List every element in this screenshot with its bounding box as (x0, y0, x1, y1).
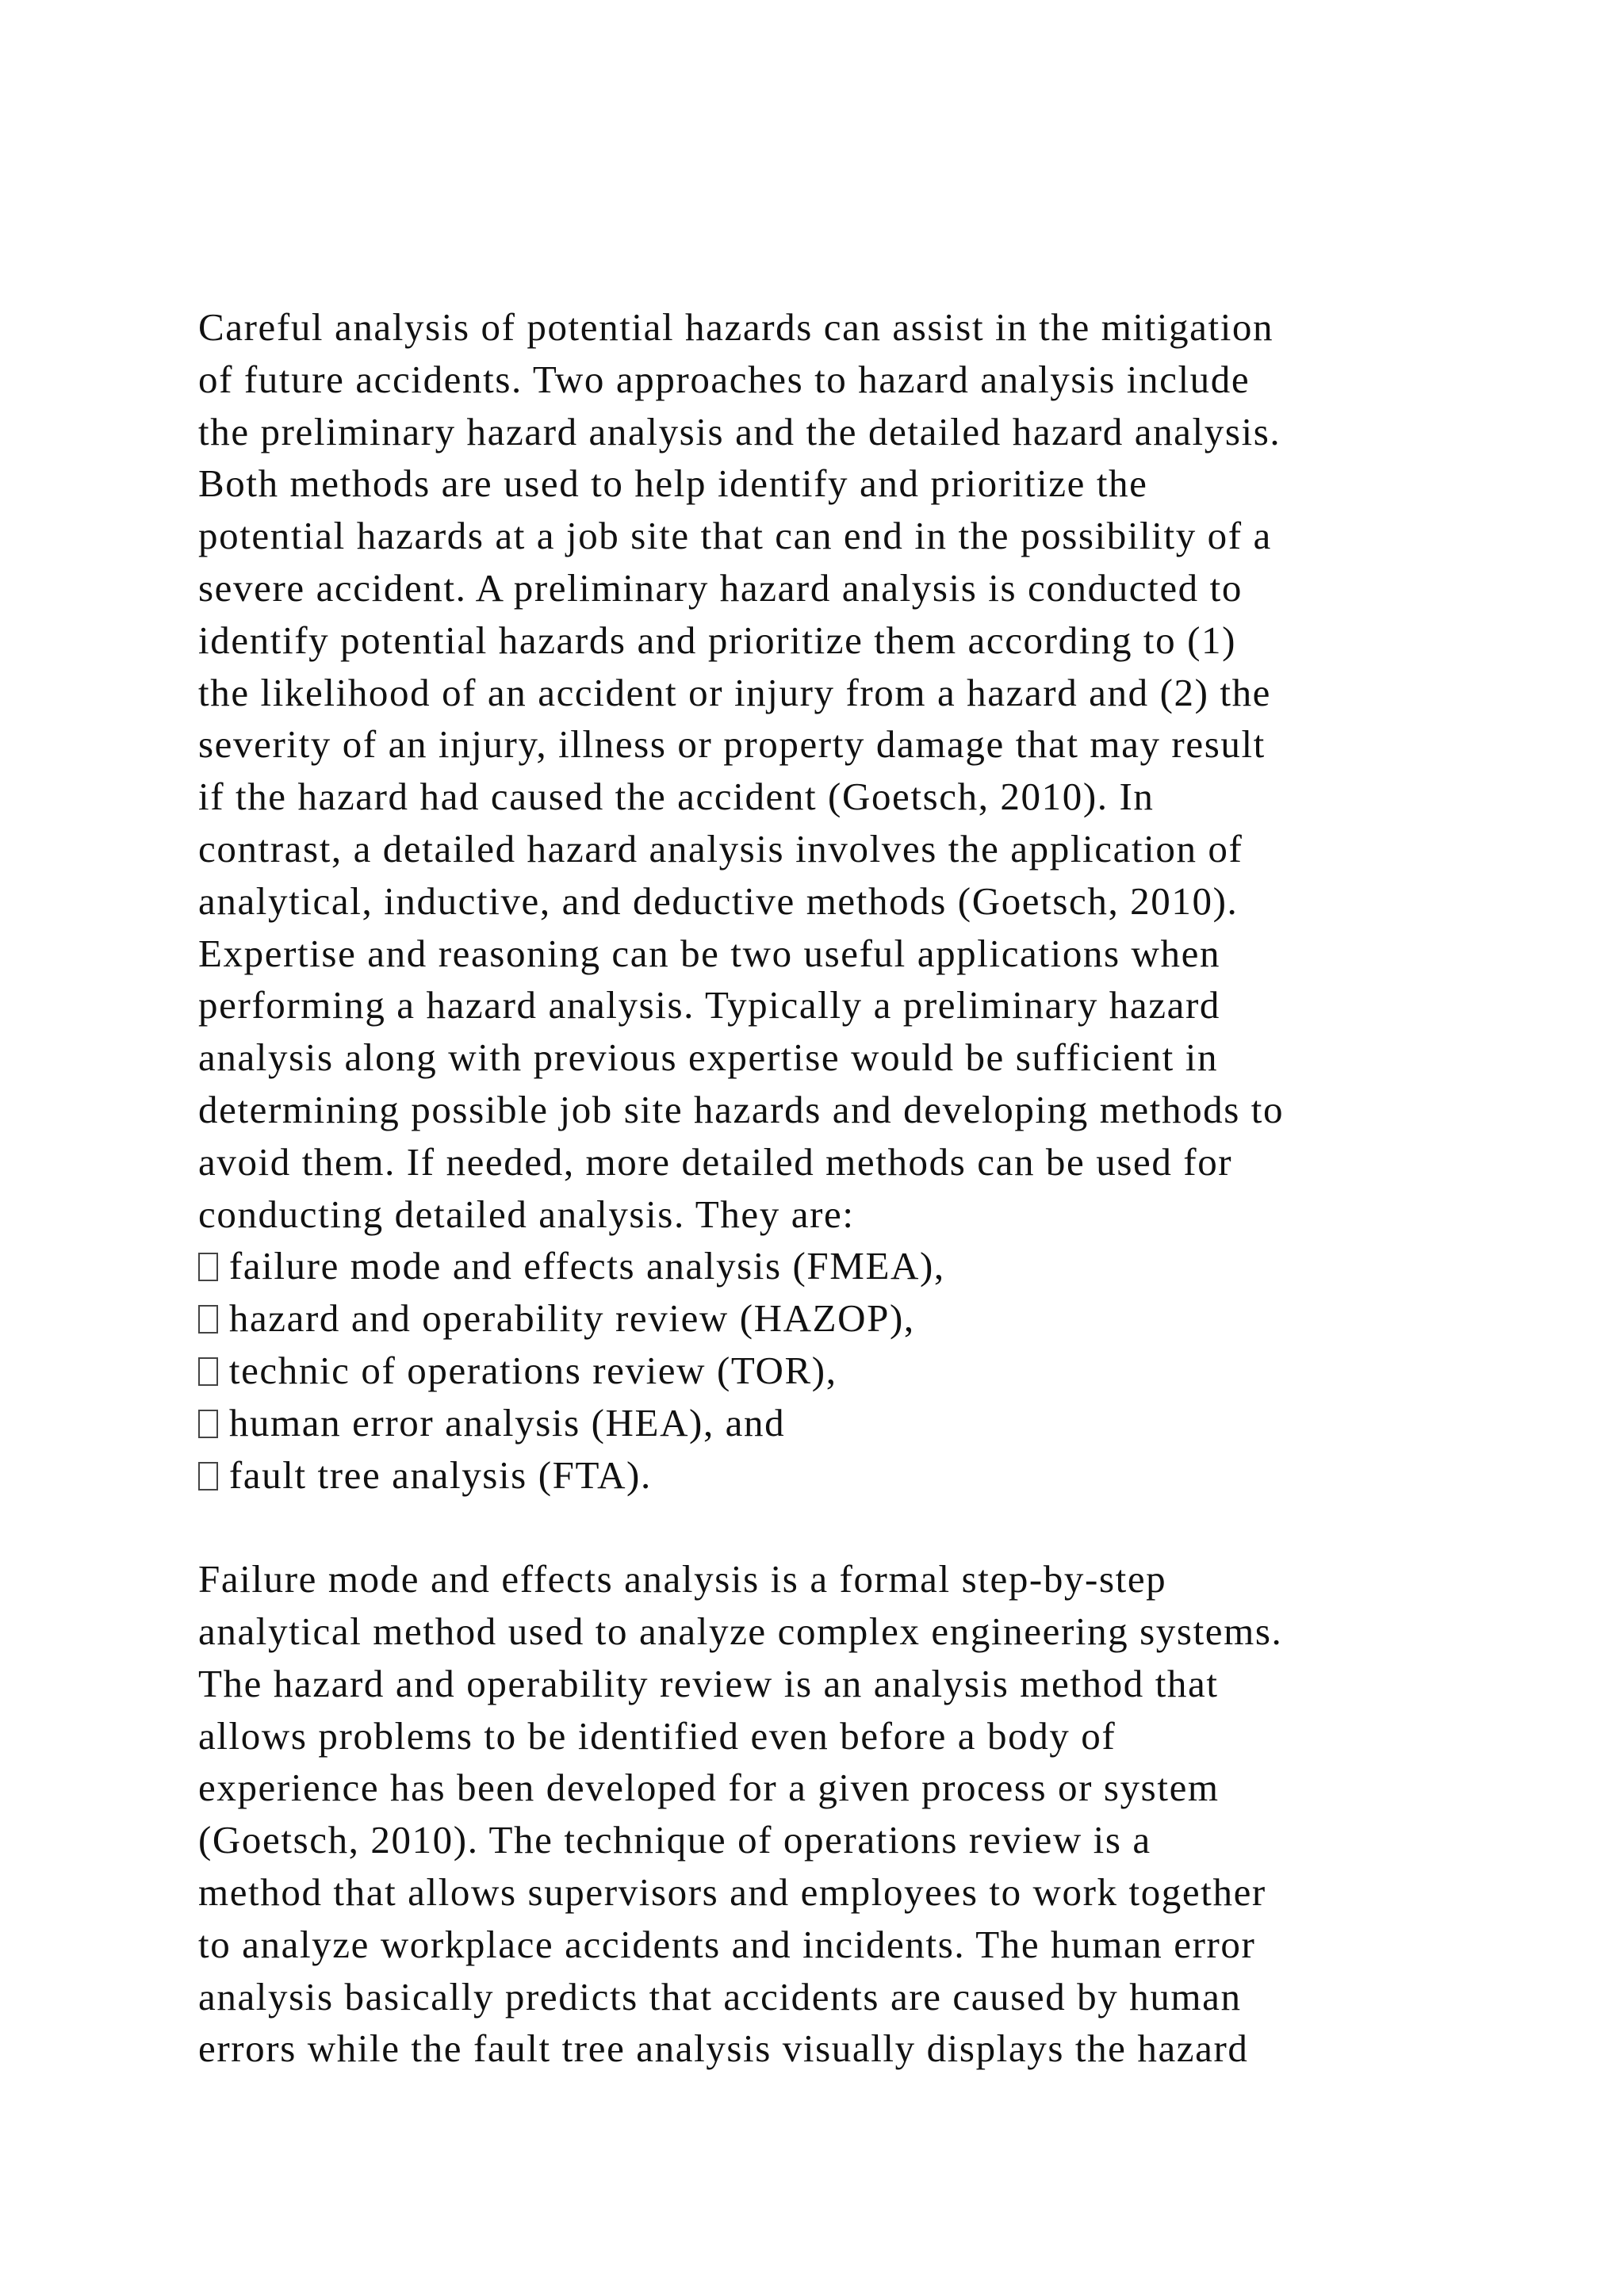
list-item (198, 1397, 1546, 1449)
paragraph-spacer (198, 1501, 1546, 1553)
text-line: Careful analysis of potential hazards can assist in the mitigation (198, 305, 1274, 349)
list-item-text: fault tree analysis (FTA). (228, 1452, 652, 1497)
list-item (198, 1449, 1546, 1502)
list-item-text: hazard and operability review (HAZOP), (228, 1296, 915, 1341)
text-line: severe accident. A preliminary hazard analysis is conducted to (198, 565, 1243, 610)
bullet-box-icon (198, 1253, 218, 1281)
text-line: severity of an injury, illness or property damage that may result (198, 722, 1266, 767)
text-line: conducting detailed analysis. They are: (198, 1192, 855, 1236)
text-line: Failure mode and effects analysis is a formal step-by-step (198, 1557, 1167, 1601)
text-line: contrast, a detailed hazard analysis involves the application of (198, 826, 1243, 871)
text-line: analysis along with previous expertise would be sufficient in (198, 1035, 1219, 1080)
text-line: Expertise and reasoning can be two useful applications when (198, 931, 1221, 975)
text-line: if the hazard had caused the accident (Goetsch, 2010). In (198, 775, 1155, 819)
text-line: determining possible job site hazards and developing methods to (198, 1087, 1285, 1131)
list-item-text: technic of operations review (TOR), (228, 1348, 837, 1392)
list-item (198, 1240, 1546, 1292)
text-line: to analyze workplace accidents and incidents. The human error (198, 1922, 1256, 1966)
text-line: potential hazards at a job site that can end in the possibility of a (198, 514, 1272, 558)
text-line: method that allows supervisors and employees to work together (198, 1869, 1266, 1914)
text-line: (Goetsch, 2010). The technique of operations review is a (198, 1818, 1151, 1862)
text-line: errors while the fault tree analysis visually displays the hazard (198, 2026, 1249, 2071)
list-item-text: human error analysis (HEA), and (228, 1400, 786, 1445)
text-line: experience has been developed for a given process or system (198, 1766, 1220, 1810)
text-line: allows problems to be identified even before a body of (198, 1713, 1116, 1758)
text-line: the preliminary hazard analysis and the detailed hazard analysis. (198, 409, 1281, 453)
text-line: avoid them. If needed, more detailed methods can be used for (198, 1139, 1233, 1184)
list-item-text: failure mode and effects analysis (FMEA), (228, 1244, 945, 1288)
text-line: The hazard and operability review is an analysis method that (198, 1661, 1219, 1705)
bullet-box-icon (198, 1410, 218, 1438)
text-line: analytical method used to analyze complex engineering systems. (198, 1609, 1283, 1653)
text-line: performing a hazard analysis. Typically a preliminary hazard (198, 983, 1220, 1027)
text-line: analysis basically predicts that accidents are caused by human (198, 1974, 1242, 2019)
text-line: of future accidents. Two approaches to hazard analysis include (198, 357, 1251, 401)
bullet-list (198, 1240, 1546, 1501)
bullet-box-icon (198, 1462, 218, 1490)
list-item (198, 1345, 1546, 1397)
bullet-box-icon (198, 1357, 218, 1386)
text-line: analytical, inductive, and deductive methods (Goetsch, 2010). (198, 878, 1239, 923)
paragraph-intro (198, 301, 1546, 1240)
document-body (198, 301, 1546, 2075)
text-line: the likelihood of an accident or injury from a hazard and (2) the (198, 670, 1272, 714)
text-line: Both methods are used to help identify and prioritize the (198, 461, 1148, 506)
list-item (198, 1292, 1546, 1345)
text-line: identify potential hazards and prioritize them according to (1) (198, 618, 1237, 662)
bullet-box-icon (198, 1305, 218, 1334)
paragraph-methods (198, 1553, 1546, 2075)
